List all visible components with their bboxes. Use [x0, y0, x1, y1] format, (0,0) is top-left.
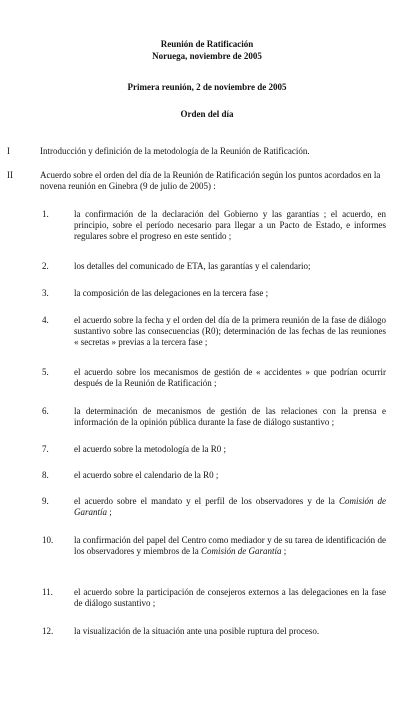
item-text: la composición de las delegaciones en la tercera fase ; [74, 288, 269, 298]
item-text-main: la confirmación del papel del Centro como mediador y de su tarea de identificación de los observadores y miembros de la [74, 535, 386, 556]
item-number: 9. [42, 496, 49, 506]
item-text [74, 496, 386, 518]
document-header [0, 38, 414, 62]
item-number: 8. [42, 470, 49, 480]
agenda-title: Orden del día [180, 109, 234, 119]
item-text-italic: Comisión de Garantía [74, 496, 386, 517]
item-text: la visualización de la situación ante una posible ruptura del proceso. [74, 626, 320, 636]
item-text: la determinación de mecanismos de gestión de las relaciones con la prensa e información de la opinión pública durante la fase de diálogo sustantivo ; [74, 406, 386, 427]
item-text: el acuerdo sobre la participación de consejeros externos a las delegaciones en la fase de diálogo sustantivo ; [74, 587, 386, 608]
item-number: 3. [42, 288, 49, 298]
item-number: 10. [42, 535, 54, 545]
meeting-date: Primera reunión, 2 de noviembre de 2005 [127, 82, 287, 92]
item-number: 2. [42, 261, 49, 271]
item-text-main: el acuerdo sobre el mandato y el perfil de los observadores y de la [74, 496, 335, 506]
section-number: II [7, 170, 13, 180]
item-text-tail: ; [107, 507, 112, 517]
item-text-italic: Comisión de Garantía [200, 546, 282, 556]
item-text [74, 535, 386, 557]
item-number: 5. [42, 367, 49, 377]
item-number: 1. [42, 209, 49, 219]
document-subtitle: Noruega, noviembre de 2005 [152, 51, 262, 61]
item-number: 12. [42, 626, 54, 636]
document-title: Reunión de Ratificación [160, 39, 254, 49]
item-number: 11. [42, 587, 53, 597]
item-text: los detalles del comunicado de ETA, las garantías y el calendario; [74, 261, 311, 271]
item-text: el acuerdo sobre la fecha y el orden del día de la primera reunión de la fase de diálogo sustantivo sobre las consecuencias (R0); determinación de las fechas de las reuniones « secretas » previas a la tercera fase ; [74, 315, 386, 347]
section-text: Acuerdo sobre el orden del día de la Reunión de Ratificación según los puntos acordados en la novena reunión en Ginebra (9 de julio de 2005) : [40, 170, 381, 191]
section-number: I [7, 146, 10, 156]
item-text: el acuerdo sobre la metodología de la R0 ; [74, 444, 226, 454]
section-text: Introducción y definición de la metodología de la Reunión de Ratificación. [40, 146, 310, 156]
item-text: el acuerdo sobre los mecanismos de gestión de « accidentes » que podrían ocurrir después de la Reunión de Ratificación ; [74, 367, 386, 388]
item-number: 4. [42, 315, 49, 325]
item-number: 7. [42, 444, 49, 454]
item-text: el acuerdo sobre el calendario de la R0 ; [74, 470, 219, 480]
item-number: 6. [42, 406, 49, 416]
item-text: la confirmación de la declaración del Gobierno y las garantías ; el acuerdo, en principio, sobre el período necesario para llegar a un Pacto de Estado, e informes regulares sobre el progreso en este sentido ; [74, 209, 386, 241]
item-text-tail: ; [281, 546, 287, 556]
